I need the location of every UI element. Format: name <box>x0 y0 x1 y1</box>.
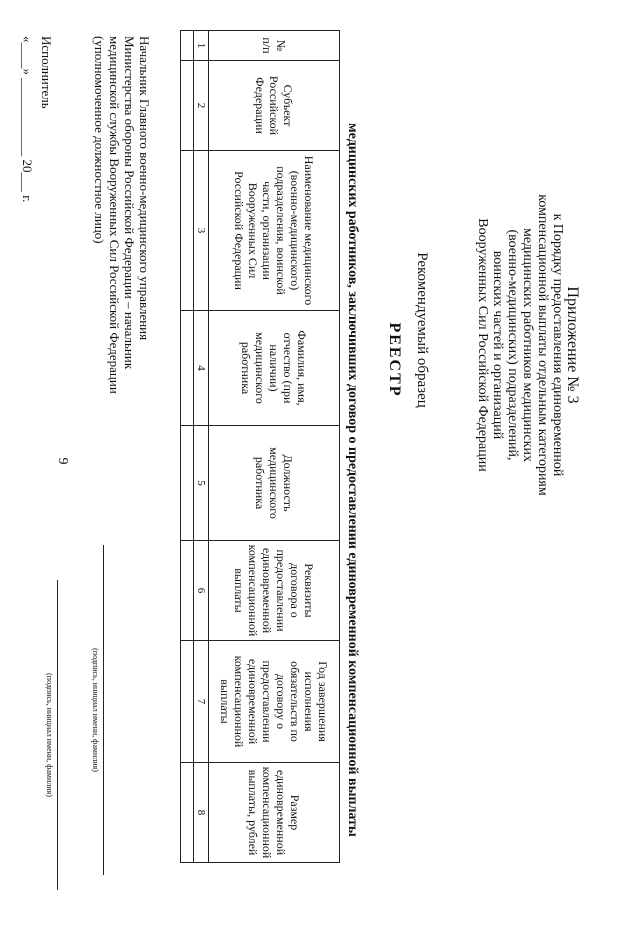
column-number-row <box>194 31 209 863</box>
appendix-line: медицинских работников медицинских <box>520 228 535 462</box>
date-line: «____» ____________ 20___ г. <box>20 36 35 203</box>
register-subtitle: медицинских работников, заключивших договор о предоставлении единовременной компенсационной выплаты <box>345 123 360 837</box>
signatory-position-line: Начальник Главного военно-медицинского управления <box>137 36 152 341</box>
table-header-row <box>209 31 340 863</box>
table-cell <box>181 541 194 641</box>
appendix-header <box>475 160 580 530</box>
table-cell <box>181 641 194 763</box>
column-number: 8 <box>194 763 209 863</box>
signatory-position-line: (уполномоченное должностное лицо) <box>92 36 107 244</box>
table-row <box>181 31 194 863</box>
executor-signature-line <box>57 580 58 890</box>
column-header: Наименование медицинского (военно-медицинского) подразделения, воинской части, организации Вооруженных Сил Российской Федерации <box>209 151 340 311</box>
column-number: 6 <box>194 541 209 641</box>
table-cell <box>181 426 194 541</box>
signatory-signature-caption: (подпись, инициал имени, фамилия) <box>91 648 100 772</box>
column-header: Размер единовременной компенсационной выплаты, рублей <box>209 763 340 863</box>
column-number: 2 <box>194 61 209 151</box>
column-header: Фамилия, имя, отчество (при наличии) медицинского работника <box>209 311 340 426</box>
appendix-line: Вооруженных Сил Российской Федерации <box>475 218 490 472</box>
signatory-block <box>92 36 152 876</box>
column-header: Субъект Российской Федерации <box>209 61 340 151</box>
page-number: 9 <box>55 457 70 465</box>
signatory-position-line: Министерства обороны Российской Федерации – начальник <box>122 36 137 370</box>
column-number: 4 <box>194 311 209 426</box>
appendix-line: к Порядку предоставления единовременной <box>550 213 565 477</box>
column-number: 1 <box>194 31 209 61</box>
column-header: Должность медицинского работника <box>209 426 340 541</box>
recommended-sample-label: Рекомендуемый образец <box>414 252 430 408</box>
executor-signature-caption: (подпись, инициал имени, фамилия) <box>45 673 54 797</box>
appendix-title: Приложение № 3 <box>564 286 581 404</box>
appendix-line: (военно-медицинских) подразделений, <box>505 229 520 461</box>
appendix-line: компенсационной выплаты отдельным категориям <box>535 194 550 496</box>
table-cell <box>181 151 194 311</box>
register-title: РЕЕСТР <box>386 322 403 398</box>
column-header: Год завершения исполнения обязательств по договору о предоставлении единовременной компенсационной выплаты <box>209 641 340 763</box>
signatory-signature-line <box>103 545 104 875</box>
signatory-position <box>92 36 152 876</box>
signatory-position-line: медицинской службы Вооруженных Сил Российской Федерации <box>107 36 122 394</box>
appendix-line: воинских частей и организаций <box>490 250 505 440</box>
column-header: Реквизиты договора о предоставлении единовременной компенсационной выплаты <box>209 541 340 641</box>
table-cell <box>181 61 194 151</box>
table-cell <box>181 311 194 426</box>
column-number: 5 <box>194 426 209 541</box>
table-cell <box>181 31 194 61</box>
column-header: № п/п <box>209 31 340 61</box>
register-table <box>180 30 340 863</box>
column-number: 3 <box>194 151 209 311</box>
executor-label: Исполнитель <box>39 36 54 109</box>
column-number: 7 <box>194 641 209 763</box>
table-cell <box>181 763 194 863</box>
